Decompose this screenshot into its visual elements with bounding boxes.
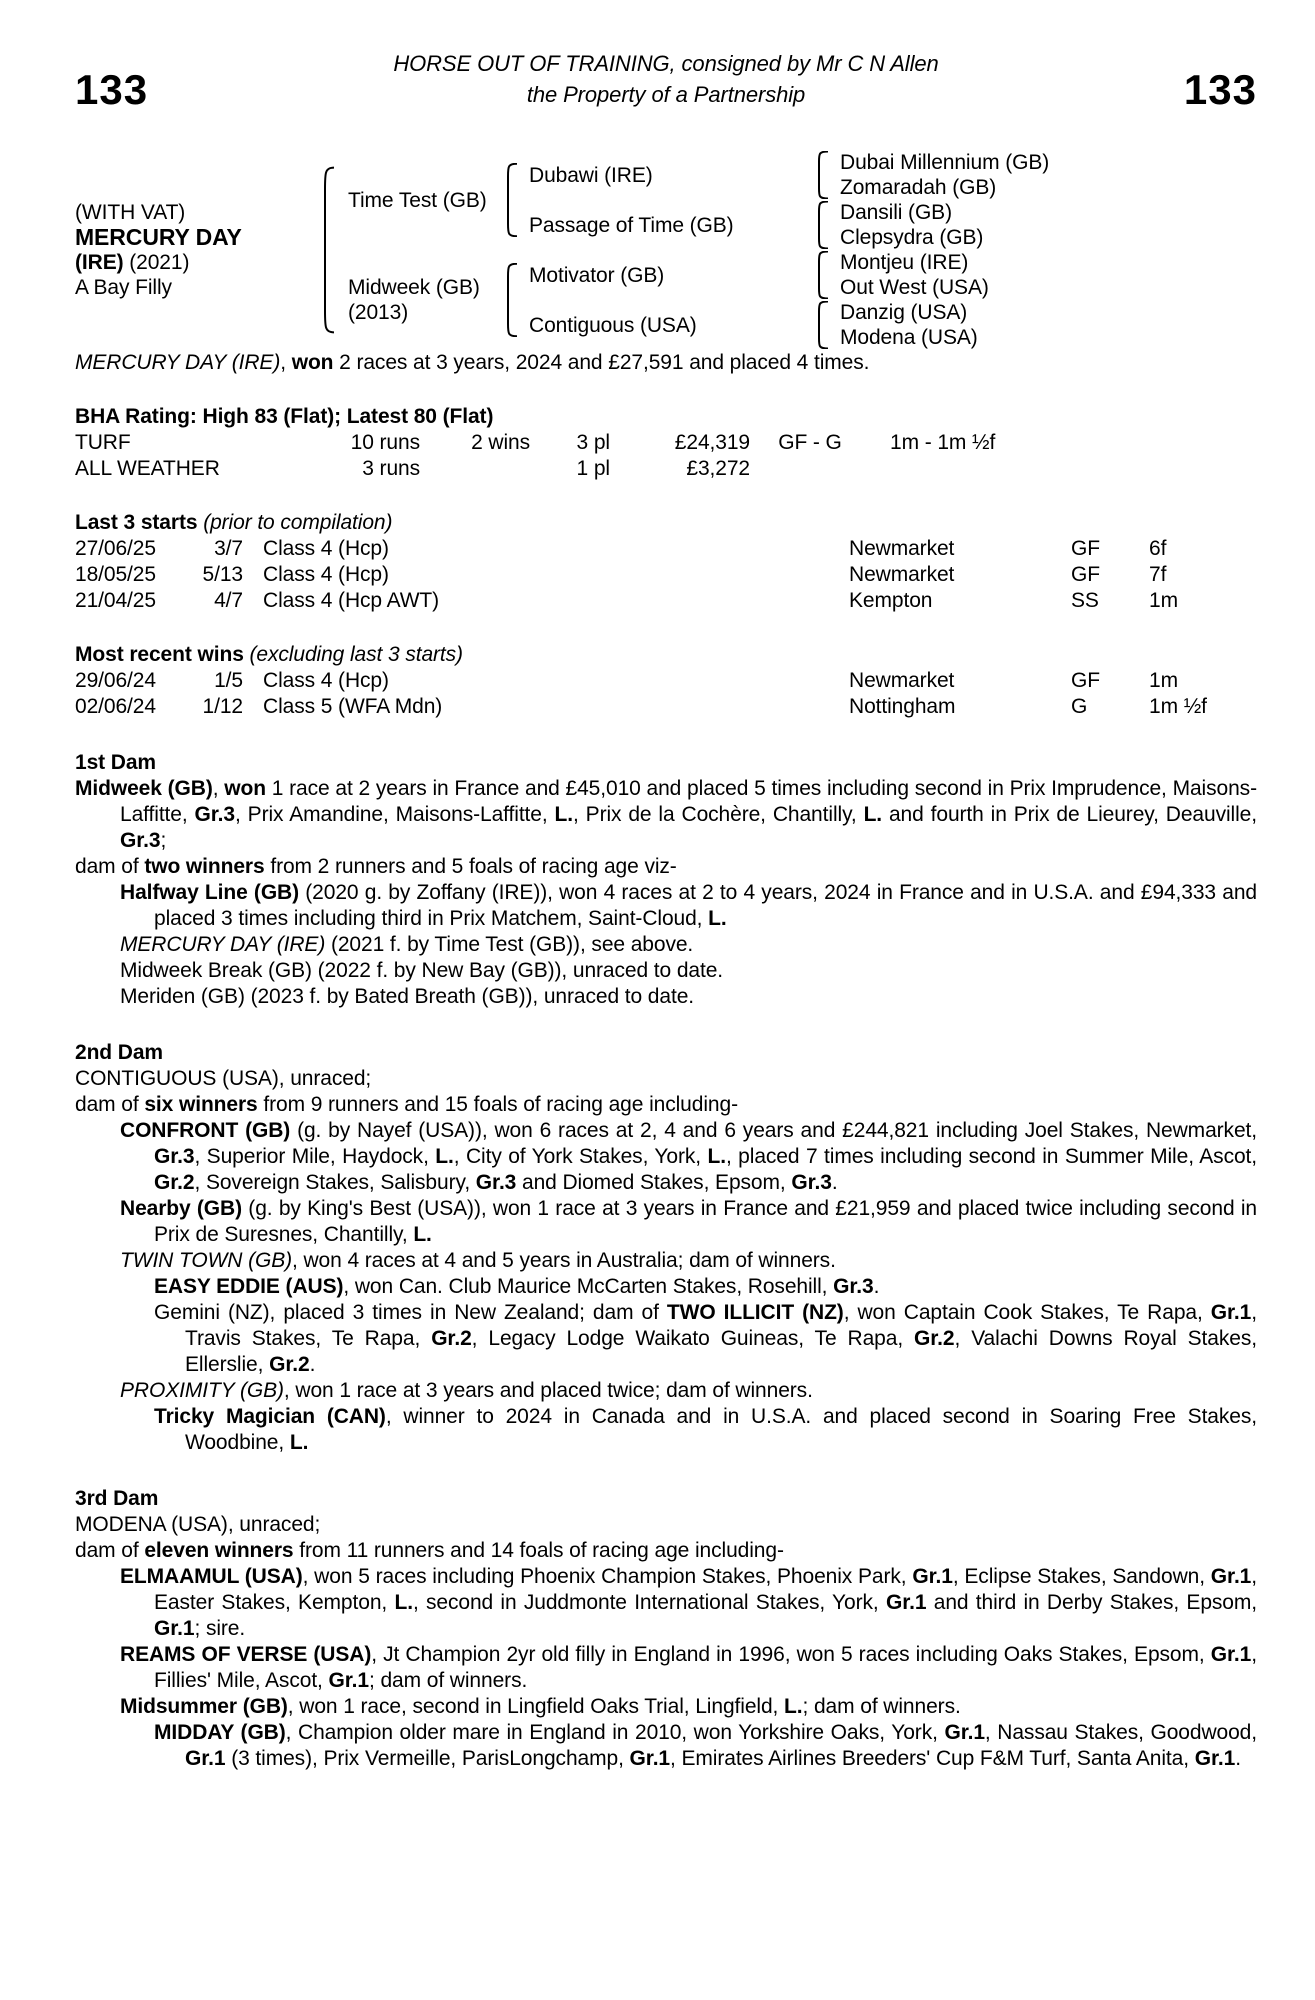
great-grandparent-name: Clepsydra (GB) [840, 226, 984, 249]
great-grandparent-name: Zomaradah (GB) [840, 176, 997, 199]
places-value: 3 pl [576, 431, 610, 454]
section-title [75, 642, 1257, 668]
wins-value [420, 456, 530, 482]
great-grandparent-name: Dansili (GB) [840, 201, 952, 224]
start-going: G [1071, 695, 1088, 718]
surface-label: TURF [75, 431, 131, 454]
most-recent-wins-section [75, 642, 1257, 720]
dam-record: MODENA (USA), unraced; [75, 1513, 321, 1536]
dam-produce-summary: dam of two winners from 2 runners and 5 foals of racing age viz- [75, 855, 677, 878]
start-race: Class 4 (Hcp) [263, 669, 389, 692]
bha-rating-table [75, 430, 1257, 482]
start-distance: 1m ½f [1149, 695, 1207, 718]
progeny-record: TWIN TOWN (GB), won 4 races at 4 and 5 years in Australia; dam of winners. [120, 1249, 836, 1272]
progeny-record: ELMAAMUL (USA), won 5 races including Phoenix Champion Stakes, Phoenix Park, Gr.1, Eclipse Stakes, Sandown, Gr.1, Easter Stakes, Kempton, L., second in Juddmonte International Stakes, York, Gr.1 and third in Derby Stakes, Epsom, Gr.1; sire. [120, 1565, 1258, 1640]
earnings-value: £3,272 [686, 457, 750, 480]
grandprogeny-record: Gemini (NZ), placed 3 times in New Zealand; dam of TWO ILLICIT (NZ), won Captain Cook Stakes, Te Rapa, Gr.1, Travis Stakes, Te Rapa, Gr.2, Legacy Lodge Waikato Guineas, Te Rapa, Gr.2, Valachi Downs Royal Stakes, Ellerslie, Gr.2. [154, 1301, 1257, 1376]
going-range: GF - G [778, 431, 842, 454]
third-dam-section [75, 1486, 1257, 1772]
great-grandparent-name: Danzig (USA) [840, 301, 968, 324]
grandprogeny-record: EASY EDDIE (AUS), won Can. Club Maurice McCarten Stakes, Rosehill, Gr.3. [154, 1275, 880, 1298]
start-date: 18/05/25 [75, 563, 156, 586]
subject-block [75, 150, 320, 350]
great-grandparent-name: Montjeu (IRE) [840, 251, 969, 274]
grandparent-name: Passage of Time (GB) [529, 213, 734, 237]
first-dam-section [75, 750, 1257, 1010]
progeny-record: Meriden (GB) (2023 f. by Bated Breath (GB)), unraced to date. [120, 985, 695, 1008]
subject-description: A Bay Filly [75, 276, 172, 299]
progeny-record: Midweek Break (GB) (2022 f. by New Bay (GB)), unraced to date. [120, 959, 724, 982]
great-grandparent-name: Modena (USA) [840, 326, 978, 349]
page-header [75, 48, 1257, 113]
pedigree-brace-gen3 [814, 200, 840, 250]
start-distance: 1m [1149, 669, 1178, 692]
last-three-starts-section [75, 510, 1257, 614]
starts-table [75, 536, 1257, 614]
vat-note: (WITH VAT) [75, 201, 186, 224]
start-going: GF [1071, 563, 1100, 586]
pedigree-brace-gen3 [814, 150, 840, 200]
start-course: Nottingham [849, 695, 956, 718]
grandprogeny-record: Tricky Magician (CAN), winner to 2024 in Canada and in U.S.A. and placed second in Soaring Free Stakes, Woodbine, L. [154, 1405, 1257, 1454]
dam-year: (2013) [348, 301, 409, 324]
subject-name: MERCURY DAY [75, 224, 242, 250]
start-race: Class 4 (Hcp AWT) [263, 589, 440, 612]
start-date: 27/06/25 [75, 537, 156, 560]
dam-produce-summary: dam of eleven winners from 11 runners and 14 foals of racing age including- [75, 1539, 784, 1562]
progeny-record: REAMS OF VERSE (USA), Jt Champion 2yr old filly in England in 1996, won 5 races including Oaks Stakes, Epsom, Gr.1, Fillies' Mile, Ascot, Gr.1; dam of winners. [120, 1643, 1257, 1692]
consignment-line: HORSE OUT OF TRAINING, consigned by Mr C N Allen [393, 51, 939, 76]
bha-rating-heading: BHA Rating: High 83 (Flat); Latest 80 (Flat) [75, 405, 494, 428]
progeny-record: Halfway Line (GB) (2020 g. by Zoffany (IRE)), won 4 races at 2 to 4 years, 2024 in France and in U.S.A. and £94,333 and placed 3 times including third in Prix Matchem, Saint-Cloud, L. [120, 881, 1257, 930]
section-title-qualifier: (prior to compilation) [203, 511, 393, 534]
start-going: SS [1071, 589, 1099, 612]
start-course: Newmarket [849, 563, 955, 586]
grandparent-name: Motivator (GB) [529, 263, 665, 287]
start-course: Kempton [849, 589, 933, 612]
section-title-text: Most recent wins [75, 643, 244, 666]
start-position: 3/7 [214, 537, 243, 560]
pedigree-brace-main [320, 150, 348, 350]
distance-range: 1m - 1m ½f [890, 431, 996, 454]
distance-range [870, 456, 1257, 482]
start-distance: 6f [1149, 537, 1167, 560]
progeny-record: CONFRONT (GB) (g. by Nayef (USA)), won 6 races at 2, 4 and 6 years and £244,821 including Joel Stakes, Newmarket, Gr.3, Superior Mile, Haydock, L., City of York Stakes, York, L., placed 7 times including second in Summer Mile, Ascot, Gr.2, Sovereign Stakes, Salisbury, Gr.3 and Diomed Stakes, Epsom, Gr.3. [120, 1119, 1258, 1194]
earnings-value: £24,319 [674, 431, 750, 454]
start-position: 5/13 [202, 563, 243, 586]
race-record-summary: MERCURY DAY (IRE), won 2 races at 3 years, 2024 and £27,591 and placed 4 times. [75, 351, 870, 374]
start-distance: 7f [1149, 563, 1167, 586]
start-race: Class 4 (Hcp) [263, 537, 389, 560]
progeny-record: Midsummer (GB), won 1 race, second in Lingfield Oaks Trial, Lingfield, L.; dam of winners. [120, 1695, 961, 1718]
start-race: Class 5 (WFA Mdn) [263, 695, 443, 718]
subject-year: (2021) [129, 251, 190, 274]
dam-heading: 2nd Dam [75, 1041, 163, 1064]
places-value: 1 pl [576, 457, 610, 480]
runs-value: 3 runs [362, 457, 420, 480]
start-course: Newmarket [849, 537, 955, 560]
going-range [750, 456, 870, 482]
great-grandparent-name: Out West (USA) [840, 276, 989, 299]
dam-record: Midweek (GB), won 1 race at 2 years in France and £45,010 and placed 5 times including second in Prix Imprudence, Maisons-Laffitte, Gr.3, Prix Amandine, Maisons-Laffitte, L., Prix de la Cochère, Chantilly, L. and fourth in Prix de Lieurey, Deauville, Gr.3; [75, 777, 1257, 852]
grandparent-name: Contiguous (USA) [529, 313, 697, 337]
pedigree-brace-dam [503, 250, 529, 350]
grandparent-name: Dubawi (IRE) [529, 163, 653, 187]
progeny-record: PROXIMITY (GB), won 1 race at 3 years and placed twice; dam of winners. [120, 1379, 813, 1402]
pedigree-table [75, 150, 1257, 350]
great-grandparent-name: Dubai Millennium (GB) [840, 151, 1050, 174]
start-date: 29/06/24 [75, 669, 156, 692]
lot-number-left: 133 [75, 66, 149, 113]
start-date: 02/06/24 [75, 695, 156, 718]
dam-produce-summary: dam of six winners from 9 runners and 15 foals of racing age including- [75, 1093, 738, 1116]
start-going: GF [1071, 537, 1100, 560]
section-title-qualifier: (excluding last 3 starts) [249, 643, 463, 666]
pedigree-brace-gen3 [814, 300, 840, 350]
start-course: Newmarket [849, 669, 955, 692]
pedigree-brace-sire [503, 150, 529, 250]
sire-name: Time Test (GB) [348, 188, 487, 212]
progeny-record: Nearby (GB) (g. by King's Best (USA)), won 1 race at 3 years in France and £21,959 and placed twice including second in Prix de Suresnes, Chantilly, L. [120, 1197, 1257, 1246]
start-going: GF [1071, 669, 1100, 692]
runs-value: 10 runs [350, 431, 420, 454]
progeny-record: MERCURY DAY (IRE) (2021 f. by Time Test (GB)), see above. [120, 933, 694, 956]
lot-number-right: 133 [1183, 66, 1257, 113]
dam-name: Midweek (GB) (2013) [348, 250, 503, 350]
bha-rating-section [75, 404, 1257, 482]
property-line: the Property of a Partnership [526, 82, 806, 107]
wins-value: 2 wins [471, 431, 530, 454]
section-title-text: Last 3 starts [75, 511, 198, 534]
wins-table [75, 668, 1257, 720]
pedigree-brace-gen3 [814, 250, 840, 300]
surface-label: ALL WEATHER [75, 457, 220, 480]
start-date: 21/04/25 [75, 589, 156, 612]
consignment-header [195, 48, 1137, 110]
grandprogeny-record: MIDDAY (GB), Champion older mare in England in 2010, won Yorkshire Oaks, York, Gr.1, Nassau Stakes, Goodwood, Gr.1 (3 times), Prix Vermeille, ParisLongchamp, Gr.1, Emirates Airlines Breeders' Cup F&M Turf, Santa Anita, Gr.1. [154, 1721, 1257, 1770]
subject-origin-year [75, 250, 320, 275]
dam-record: CONTIGUOUS (USA), unraced; [75, 1067, 372, 1090]
start-distance: 1m [1149, 589, 1178, 612]
start-position: 1/12 [202, 695, 243, 718]
second-dam-section [75, 1040, 1257, 1456]
section-title [75, 510, 1257, 536]
dam-heading: 1st Dam [75, 751, 157, 774]
start-race: Class 4 (Hcp) [263, 563, 389, 586]
subject-origin: (IRE) [75, 251, 124, 274]
start-position: 1/5 [214, 669, 243, 692]
start-position: 4/7 [214, 589, 243, 612]
dam-heading: 3rd Dam [75, 1487, 159, 1510]
